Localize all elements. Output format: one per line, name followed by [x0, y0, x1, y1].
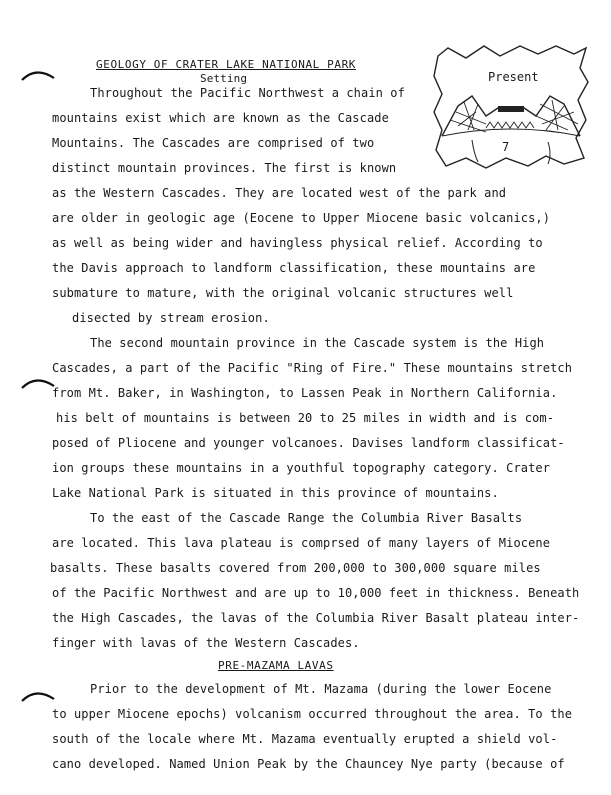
figure-number: 7 [502, 140, 510, 154]
text-line: posed of Pliocene and younger volcanoes. Davises landform classificat- [52, 436, 565, 450]
text-line: to upper Miocene epochs) volcanism occurred throughout the area. To the [52, 707, 573, 721]
text-line: mountains exist which are known as the Cascade [52, 111, 389, 125]
text-line: south of the locale where Mt. Mazama eventually erupted a shield vol- [52, 732, 558, 746]
document-subtitle: Setting [200, 72, 248, 85]
text-line: are older in geologic age (Eocene to Upper Miocene basic volcanics,) [52, 211, 551, 225]
text-line: Mountains. The Cascades are comprised of two [52, 136, 375, 150]
text-line: Throughout the Pacific Northwest a chain of [90, 86, 405, 100]
text-line: the Davis approach to landform classification, these mountains are [52, 261, 536, 275]
section-heading: PRE-MAZAMA LAVAS [218, 659, 334, 672]
text-line: his belt of mountains is between 20 to 25 miles in width and is com- [56, 411, 555, 425]
text-line: of the Pacific Northwest and are up to 10,000 feet in thickness. Beneath [52, 586, 580, 600]
hole-punch-mark-middle [20, 372, 56, 394]
text-line: Cascades, a part of the Pacific "Ring of Fire." These mountains stretch [52, 361, 573, 375]
text-line: are located. This lava plateau is comprsed of many layers of Miocene [52, 536, 551, 550]
hole-punch-mark-top [20, 64, 56, 86]
text-line: cano developed. Named Union Peak by the Chauncey Nye party (because of [52, 757, 565, 771]
text-line: finger with lavas of the Western Cascades. [52, 636, 360, 650]
hole-punch-mark-bottom [20, 685, 56, 707]
document-title: GEOLOGY OF CRATER LAKE NATIONAL PARK [96, 58, 357, 71]
text-line: basalts. These basalts covered from 200,000 to 300,000 square miles [50, 561, 541, 575]
text-line: Prior to the development of Mt. Mazama (during the lower Eocene [90, 682, 552, 696]
figure-label: Present [488, 70, 539, 84]
text-line: distinct mountain provinces. The first is known [52, 161, 397, 175]
text-line: The second mountain province in the Cascade system is the High [90, 336, 545, 350]
text-line: To the east of the Cascade Range the Columbia River Basalts [90, 511, 523, 525]
text-line: the High Cascades, the lavas of the Columbia River Basalt plateau inter- [52, 611, 580, 625]
text-line: disected by stream erosion. [72, 311, 270, 325]
text-line: as the Western Cascades. They are located west of the park and [52, 186, 507, 200]
text-line: Lake National Park is situated in this province of mountains. [52, 486, 499, 500]
text-line: submature to mature, with the original volcanic structures well [52, 286, 514, 300]
text-line: as well as being wider and havingless physical relief. According to [52, 236, 543, 250]
text-line: from Mt. Baker, in Washington, to Lassen Peak in Northern California. [52, 386, 558, 400]
crater-lake-present-figure [428, 42, 593, 170]
crater-sketch-illustration [428, 42, 593, 170]
text-line: ion groups these mountains in a youthful topography category. Crater [52, 461, 551, 475]
